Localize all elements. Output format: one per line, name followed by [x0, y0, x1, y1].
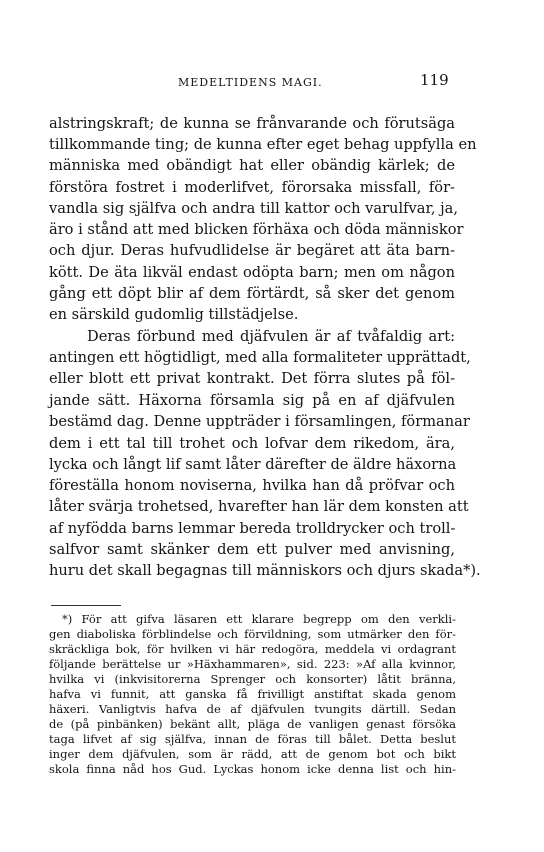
text-line: Deras förbund med djäfvulen är af tvåfaldig art: [87, 328, 455, 345]
footnote-line: de (på pinbänken) bekänt allt, pläga de vanligen genast försöka [49, 717, 456, 731]
text-line: förstöra fostret i moderlifvet, förorsaka missfall, för- [49, 179, 455, 196]
text-line: tillkommande ting; de kunna efter eget behag uppfylla en [49, 136, 477, 153]
footnote-line: häxeri. Vanligtvis hafva de af djäfvulen tvungits därtill. Sedan [49, 702, 456, 716]
text-line: dem i ett tal till trohet och lofvar dem rikedom, ära, [49, 435, 455, 452]
text-line: låter svärja trohetsed, hvarefter han lär dem konsten att [49, 498, 469, 515]
text-line: lycka och långt lif samt låter därefter de äldre häxorna [49, 456, 457, 473]
text-line: vandla sig själfva och andra till kattor och varulfvar, ja, [49, 200, 458, 217]
text-line: antingen ett högtidligt, med alla formaliteter upprättadt, [49, 349, 471, 366]
page-header [0, 68, 544, 92]
text-line: bestämd dag. Denne uppträder i församlingen, förmanar [49, 413, 470, 430]
text-line: människa med obändigt hat eller obändig kärlek; de [49, 157, 455, 174]
text-line: salfvor samt skänker dem ett pulver med anvisning, [49, 541, 455, 558]
text-line: kött. De äta likväl endast odöpta barn; men om någon [49, 264, 455, 281]
footnote-separator [51, 605, 121, 606]
footnote-line: hafva vi funnit, att ganska få frivilligt anstiftat skada genom [49, 687, 456, 701]
text-line: jande sätt. Häxorna församla sig på en af djäfvulen [49, 392, 455, 409]
footnote-line: inger dem djäfvulen, som är rädd, att de genom bot och bikt [49, 747, 456, 761]
footnote-line: *) För att gifva läsaren ett klarare begrepp om den verkli- [62, 612, 456, 626]
page-number: 119 [420, 71, 449, 89]
text-line: gång ett döpt blir af dem förtärdt, så sker det genom [49, 285, 455, 302]
text-line: föreställa honom noviserna, hvilka han då pröfvar och [49, 477, 455, 494]
text-line: äro i stånd att med blicken förhäxa och döda människor [49, 221, 464, 238]
footnote-line: följande berättelse ur »Häxhammaren», sid. 223: »Af alla kvinnor, [49, 657, 456, 671]
text-line: och djur. Deras hufvudlidelse är begäret att äta barn- [49, 242, 455, 259]
text-line: en särskild gudomlig tillstädjelse. [49, 306, 299, 323]
footnote-line: skräckliga bok, för hvilken vi här redogöra, meddela vi ordagrant [49, 642, 456, 656]
footnote-line: skola finna nåd hos Gud. Lyckas honom icke denna list och hin- [49, 762, 456, 776]
text-line: alstringskraft; de kunna se frånvarande och förutsäga [49, 115, 455, 132]
footnote-line: hvilka vi (inkvisitorerna Sprenger och konsorter) låtit bränna, [49, 672, 456, 686]
text-line: af nyfödda barns lemmar bereda trolldrycker och troll- [49, 520, 456, 537]
footnote-line: taga lifvet af sig själfva, innan de föras till bålet. Detta beslut [49, 732, 456, 746]
footnote-line: gen diaboliska förblindelse och förvildning, som utmärker den för- [49, 627, 456, 641]
running-title: MEDELTIDENS MAGI. [178, 76, 323, 89]
text-line: eller blott ett privat kontrakt. Det förra slutes på föl- [49, 370, 455, 387]
text-line: huru det skall begagnas till människors och djurs skada*). [49, 562, 481, 579]
